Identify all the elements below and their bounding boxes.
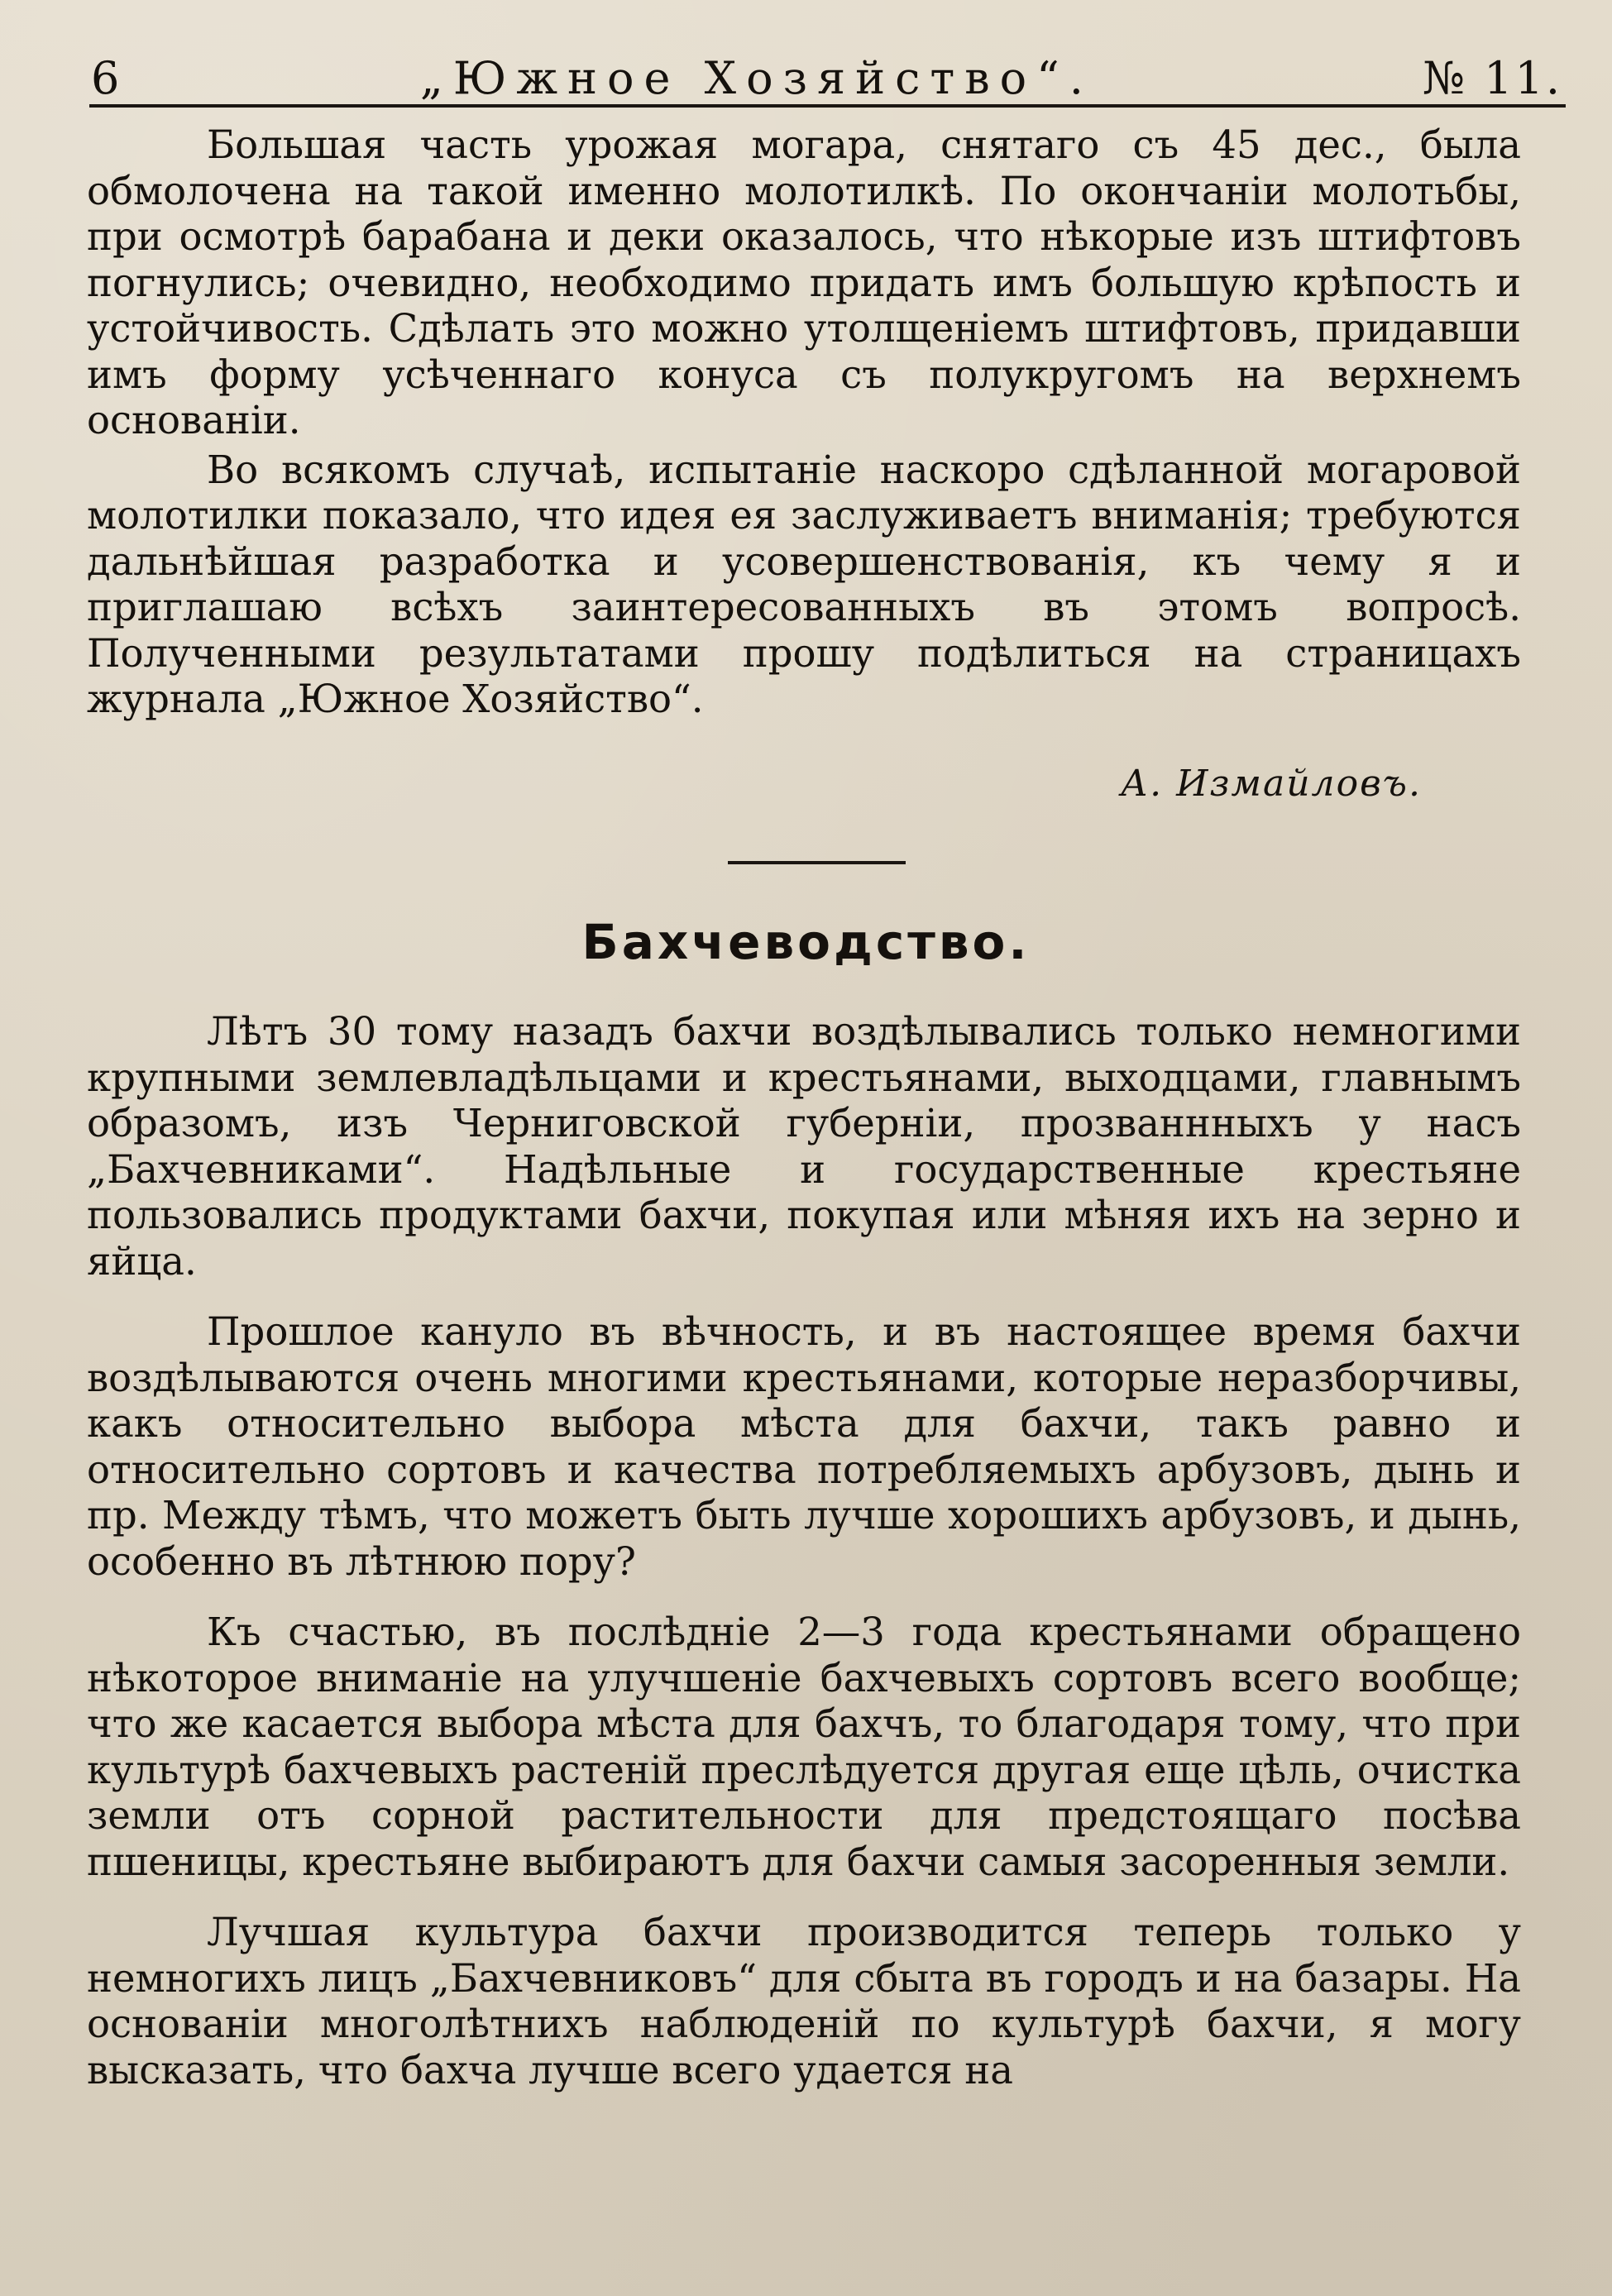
running-header [91, 25, 1562, 104]
header-rule [89, 104, 1566, 108]
paragraph: Лучшая культура бахчи производится теперь только у немногихъ лицъ „Бахчевниковъ“ для сбыта въ городъ и на базары. На основаніи многолѣтнихъ наблюденій по культурѣ бахчи, я могу высказать, что бахча лучше всего удается на [87, 1910, 1521, 2093]
journal-title: „Южное Хозяйство“. [419, 52, 1093, 104]
paragraph: Къ счастью, въ послѣдніе 2—3 года крестьянами обращено нѣкоторое вниманіе на улучшеніе бахчевыхъ сортовъ всего вообще; что же касается выбора мѣста для бахчъ, то благодаря тому, что при культурѣ бахчевыхъ растеній преслѣдуется другая еще цѣль, очистка земли отъ сорной растительности для предстоящаго посѣва пшеницы, крестьяне выбираютъ для бахчи самыя засоренныя земли. [87, 1610, 1521, 1884]
article-molotilka-end [87, 122, 1521, 723]
issue-number: № 11. [1422, 52, 1562, 104]
article-bakhchevodstvo [87, 1009, 1521, 2093]
section-title: Бахчеводство. [581, 914, 1031, 970]
paragraph: Лѣтъ 30 тому назадъ бахчи воздѣлывались только немногими крупными землевладѣльцами и крестьянами, выходцами, главнымъ образомъ, изъ Черниговской губерніи, прозваннныхъ у насъ „Бахчевниками“. Надѣльные и государственные крестьяне пользовались продуктами бахчи, покупая или мѣняя ихъ на зерно и яйца. [87, 1009, 1521, 1284]
section-divider [728, 861, 906, 864]
paragraph: Во всякомъ случаѣ, испытаніе наскоро сдѣланной могаровой молотилки показало, что идея ея заслуживаетъ вниманія; требуются дальнѣйшая разработка и усовершенствованія, къ чему я и приглашаю всѣхъ заинтересованныхъ въ этомъ вопросѣ. Полученными результатами прошу подѣлиться на страницахъ журнала „Южное Хозяйство“. [87, 447, 1521, 721]
page-number: 6 [91, 52, 120, 104]
author-signature: А. Измайловъ. [1120, 763, 1422, 805]
paragraph: Прошлое кануло въ вѣчность, и въ настоящее время бахчи воздѣлываются очень многими крестьянами, которые неразборчивы, какъ относительно выбора мѣста для бахчи, такъ равно и относительно сортовъ и качества потребляемыхъ арбузовъ, дынь и пр. Между тѣмъ, что можетъ быть лучше хорошихъ арбузовъ, и дынь, особенно въ лѣтнюю пору? [87, 1309, 1521, 1584]
paragraph: Большая часть урожая могара, снятаго съ 45 дес., была обмолочена на такой именно молотилкѣ. По окончаніи молотьбы, при осмотрѣ барабана и деки оказалось, что нѣкорые изъ штифтовъ погнулись; очевидно, необходимо придать имъ большую крѣпость и устойчивость. Сдѣлать это можно утолщеніемъ штифтовъ, придавши имъ форму усѣченнаго конуса съ полукругомъ на верхнемъ основаніи. [87, 122, 1521, 442]
